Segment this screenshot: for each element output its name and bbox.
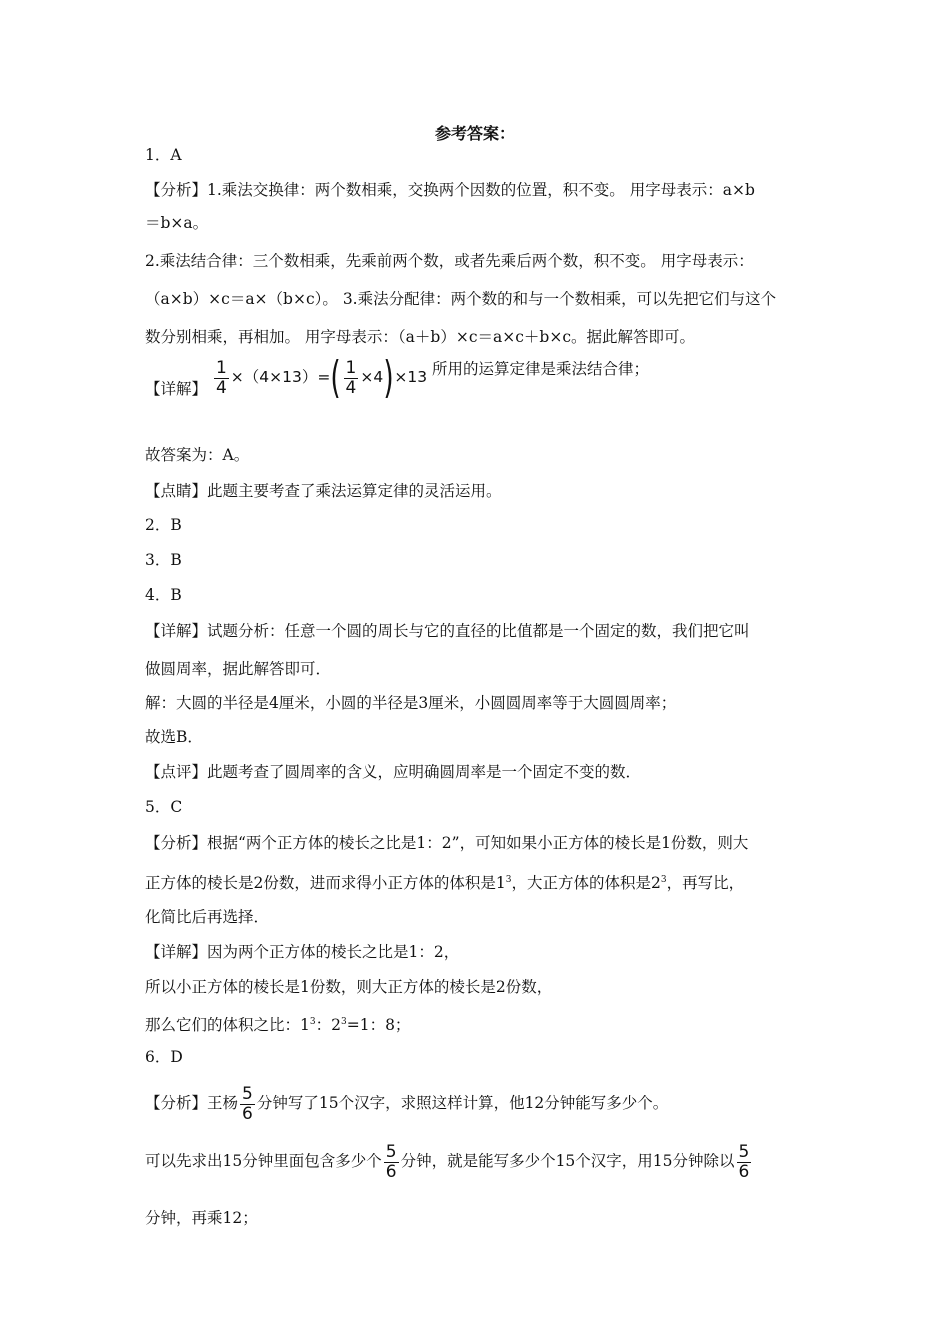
answer-2: 2．B [145, 516, 182, 534]
detail-label: 【详解】 [145, 380, 208, 398]
formula: $\frac{1}{4}$ ×（4×13）=( $\frac{1}{4}$ ×4)×13 [215, 352, 428, 403]
comment-line: 【点评】此题考查了圆周率的含义，应明确圆周率是一个固定不变的数． [145, 763, 642, 781]
fraction-5-6: $\frac{5}{6}$ [385, 1141, 397, 1182]
analysis-line: ＝b×a。 [145, 214, 209, 232]
detail-line: 【详解】试题分析：任意一个圆的周长与它的直径的比值都是一个固定的数，我们把它叫 [145, 622, 750, 640]
analysis-line: 化简比后再选择． [145, 908, 270, 926]
fraction-5-6: $\frac{5}{6}$ [242, 1083, 253, 1124]
detail-formula-line [145, 352, 650, 412]
analysis-line: 【分析】1.乘法交换律：两个数相乘，交换两个因数的位置，积不变。 用字母表示：a×b [145, 181, 755, 199]
fraction-1-4: $\frac{1}{4}$ [345, 357, 357, 398]
answer-3: 3．B [145, 551, 182, 569]
analysis-line: 分钟，再乘12； [145, 1209, 258, 1227]
choice-line: 故选B． [145, 728, 203, 746]
detail-line: 所以小正方体的棱长是1份数，则大正方体的棱长是2份数， [145, 978, 553, 996]
comment-line: 【点睛】此题主要考查了乘法运算定律的灵活运用。 [145, 482, 502, 500]
answer-5: 5．C [145, 798, 183, 816]
analysis-line: 【分析】根据“两个正方体的棱长之比是1：2”，可知如果小正方体的棱长是1份数，则大 [145, 834, 749, 852]
page-title: 参考答案： [434, 124, 515, 143]
analysis-line: 【分析】王杨 $\frac{5}{6}$ 分钟写了15个汉字，求照这样计算，他12分钟能写多少个。 [145, 1083, 669, 1124]
fraction-1-4: $\frac{1}{4}$ [215, 357, 227, 398]
detail-line: 那么它们的体积之比：$1^3$：$2^3=1$：8； [145, 1016, 411, 1034]
answer-4: 4．B [145, 586, 182, 604]
analysis-line: 数分别相乘，再相加。 用字母表示：（a＋b）×c＝a×c＋b×c。据此解答即可。 [145, 328, 696, 346]
analysis-line: 2.乘法结合律：三个数相乘，先乘前两个数，或者先乘后两个数，积不变。 用字母表示： [145, 252, 754, 270]
analysis-line: 正方体的棱长是2份数，进而求得小正方体的体积是$1^3$，大正方体的体积是$2^3$，再写比， [145, 874, 745, 892]
analysis-line: 可以先求出15分钟里面包含多少个 $\frac{5}{6}$ 分钟，就是能写多少个15个汉字，用15分钟除以 $\frac{5}{6}$ [145, 1141, 750, 1182]
analysis-line: （a×b）×c＝a×（b×c）。 3.乘法分配律：两个数的和与一个数相乘，可以先把它们与这个 [145, 290, 777, 308]
answer-6: 6．D [145, 1048, 183, 1066]
solution-line: 解：大圆的半径是4厘米，小圆的半径是3厘米，小圆圆周率等于大圆圆周率； [145, 694, 677, 712]
detail-line: 【详解】因为两个正方体的棱长之比是1：2， [145, 943, 460, 961]
detail-text: 所用的运算定律是乘法结合律； [432, 360, 650, 378]
conclusion-line: 故答案为：A。 [145, 446, 250, 464]
fraction-5-6: $\frac{5}{6}$ [738, 1141, 750, 1182]
answer-1: 1．A [145, 146, 182, 164]
detail-line: 做圆周率，据此解答即可． [145, 660, 332, 678]
